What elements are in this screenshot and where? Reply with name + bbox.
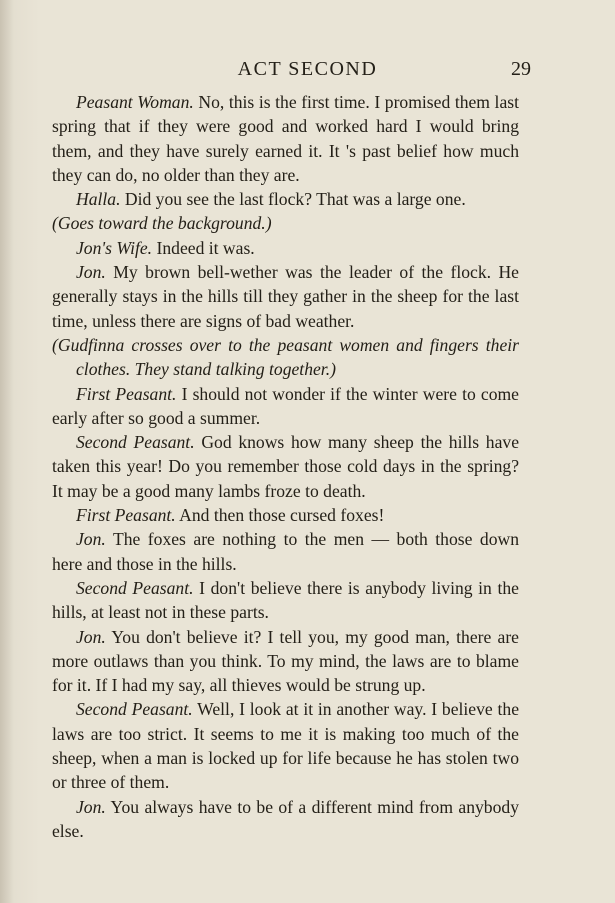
- dialogue-line: [52, 795, 519, 844]
- dialogue-text: Well, I look at it in another way. I believe the laws are too strict. It seems to me it is making too much of the sheep, when a man is locked up for life because he has stolen two or three of them.: [52, 699, 519, 793]
- dialogue-line: [52, 236, 519, 260]
- dialogue-line: [52, 576, 519, 625]
- page-number: 29: [511, 58, 531, 80]
- dialogue-line: [52, 527, 519, 576]
- speaker-name: Jon.: [76, 626, 106, 647]
- dialogue-text: And then those cursed foxes!: [175, 505, 385, 526]
- dialogue-text: My brown bell-wether was the leader of the flock. He generally stays in the hills till they gather in the sheep for the last time, unless there are signs of bad weather.: [52, 262, 519, 331]
- dialogue-line: [52, 625, 519, 698]
- dialogue-line: [52, 382, 519, 431]
- page-header: [0, 58, 615, 82]
- dialogue-line: [52, 697, 519, 794]
- speaker-name: First Peasant.: [76, 383, 177, 404]
- dialogue-text: No, this is the first time. I promised them last spring that if they were good and worked hard I would bring them, and they have surely earned it. It 's past belief how much they can do, no older than they are.: [52, 92, 519, 185]
- speaker-name: Second Peasant.: [76, 432, 195, 453]
- dialogue-text: God knows how many sheep the hills have taken this year! Do you remember those cold days in the spring? It may be a good many lambs froze to death.: [52, 432, 519, 501]
- speaker-name: Halla.: [76, 189, 121, 210]
- speaker-name: Jon's Wife.: [76, 237, 153, 258]
- dialogue-text: You don't believe it? I tell you, my good man, there are more outlaws than you think. To my mind, the laws are to blame for it. If I had my say, all thieves would be strung up.: [52, 626, 519, 696]
- dialogue-line: [52, 187, 519, 211]
- speaker-name: Peasant Woman.: [76, 92, 194, 112]
- speaker-name: Second Peasant.: [76, 699, 193, 720]
- speaker-name: Second Peasant.: [76, 577, 194, 598]
- dialogue-text: The foxes are nothing to the men — both those down here and those in the hills.: [52, 529, 519, 574]
- dialogue-line: [52, 260, 519, 333]
- speaker-name: First Peasant.: [76, 505, 176, 526]
- dialogue-text: Did you see the last flock? That was a large one.: [120, 189, 466, 210]
- dialogue-line: [52, 90, 519, 187]
- speaker-name: Jon.: [76, 262, 106, 283]
- dialogue-text: Indeed it was.: [152, 237, 255, 258]
- stage-direction: (Goes toward the background.): [52, 213, 272, 234]
- running-head: ACT SECOND: [237, 58, 378, 80]
- dialogue-line: [52, 430, 519, 503]
- speaker-name: Jon.: [76, 529, 106, 550]
- dialogue-text: I don't believe there is anybody living in the hills, at least not in these parts.: [52, 577, 519, 623]
- dialogue-text: I should not wonder if the winter were to come early after so good a summer.: [52, 383, 519, 428]
- play-text: [52, 90, 519, 843]
- dialogue-line: [52, 503, 519, 527]
- dialogue-text: You always have to be of a different mind from anybody else.: [52, 796, 519, 841]
- speaker-name: Jon.: [76, 796, 106, 817]
- stage-direction: (Gudfinna crosses over to the peasant women and fingers their clothes. They stand talking together.): [52, 334, 519, 380]
